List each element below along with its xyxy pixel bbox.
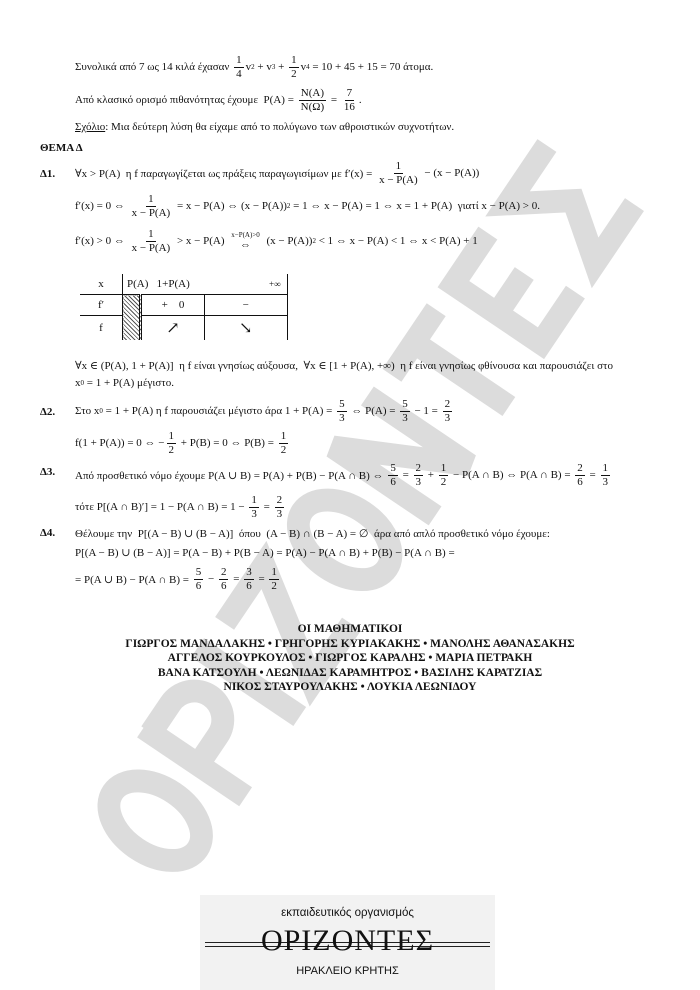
complement-line bbox=[75, 494, 286, 520]
fraction bbox=[289, 54, 299, 80]
denominator: 2 bbox=[280, 443, 287, 456]
fraction bbox=[275, 494, 285, 520]
fraction bbox=[377, 160, 420, 186]
decreasing-arrow-icon: ↘ bbox=[205, 316, 288, 341]
denominator: 3 bbox=[276, 507, 283, 520]
total-line bbox=[75, 54, 433, 80]
text-segment: = 10 + 45 + 15 = 70 άτομα. bbox=[309, 61, 434, 74]
maximum-line bbox=[75, 377, 174, 389]
text-segment: < 1 ⇔ x − P(A) < 1 ⇔ x < P(A) + 1 bbox=[315, 235, 478, 248]
superscript: 2 bbox=[312, 237, 316, 246]
authors-row: ΑΓΓΕΛΟΣ ΚΟΥΡΚΟΥΛΟΣ • ΓΙΩΡΓΟΣ ΚΑΡΑΛΗΣ • ΜΑΡΙΑ ΠΕΤΡΑΚΗ bbox=[167, 652, 533, 664]
d4-label: Δ4. bbox=[40, 527, 56, 539]
text-segment: = P(A ∪ B) − P(A ∩ B) = bbox=[75, 573, 192, 586]
fraction bbox=[167, 430, 177, 456]
text-segment: f′(x) > 0 ⇔ bbox=[75, 235, 128, 248]
d2-line bbox=[75, 398, 454, 424]
fraction bbox=[269, 566, 279, 592]
text-segment: = 1 + P(A) μέγιστο. bbox=[84, 377, 174, 389]
denominator: 6 bbox=[390, 475, 396, 488]
numerator: 2 bbox=[220, 566, 227, 578]
numerator: 1 bbox=[251, 494, 257, 506]
fraction bbox=[194, 566, 204, 592]
fprime-label: f′ bbox=[97, 299, 105, 311]
text-segment: − (x − P(A)) bbox=[421, 167, 480, 180]
numerator: 1 bbox=[236, 54, 242, 66]
numerator: 1 bbox=[395, 160, 402, 172]
text-segment: τότε P[(A ∩ B)′] = 1 − P(A ∩ B) = 1 − bbox=[75, 501, 248, 514]
text-segment: f′(x) = 0 ⇔ bbox=[75, 200, 128, 213]
plus-sign: + bbox=[161, 299, 168, 311]
fraction bbox=[443, 398, 453, 424]
numerator: 2 bbox=[444, 398, 451, 410]
denominator: 6 bbox=[220, 579, 227, 592]
text-segment: ∀x > P(A) η f παραγωγίζεται ως πράξεις παραγωγισίμων με f′(x) = bbox=[75, 167, 376, 180]
fraction bbox=[439, 462, 449, 488]
text-segment: = bbox=[230, 573, 243, 586]
derivative-zero-line bbox=[75, 193, 540, 219]
x-label: x bbox=[98, 278, 104, 290]
comment-line bbox=[75, 121, 454, 133]
logo-subtitle: εκπαιδευτικός οργανισμός bbox=[281, 907, 414, 919]
text-segment: : Μια δεύτερη λύση θα είχαμε από το πολύγωνο των αθροιστικών συχνοτήτων. bbox=[105, 121, 455, 133]
text-segment: v bbox=[300, 61, 307, 74]
text-segment: + v bbox=[254, 61, 272, 74]
denominator: 16 bbox=[343, 100, 355, 113]
denominator: 2 bbox=[440, 475, 447, 488]
denominator: ⇔ bbox=[240, 238, 251, 251]
d1-line bbox=[75, 160, 479, 186]
text-segment: = bbox=[399, 469, 412, 482]
text-segment: = 1 ⇔ x − P(A) = 1 ⇔ x = 1 + P(A) γιατί x − P(A) > 0. bbox=[290, 200, 540, 213]
denominator: 6 bbox=[246, 579, 252, 592]
text-segment: + bbox=[425, 469, 437, 482]
text-segment: (x − P(A)) bbox=[263, 235, 313, 248]
subscript: 0 bbox=[80, 379, 84, 387]
authors-row: ΒΑΝΑ ΚΑΤΣΟΥΛΗ • ΛΕΩΝΙΔΑΣ ΚΑΡΑΜΗΤΡΟΣ • ΒΑΣΙΛΗΣ ΚΑΡΑΤΖΙΑΣ bbox=[157, 666, 543, 679]
fraction bbox=[229, 231, 262, 252]
logo-location: ΗΡΑΚΛΕΙΟ ΚΡΗΤΗΣ bbox=[296, 965, 399, 977]
numerator: 5 bbox=[402, 398, 408, 410]
numerator: 7 bbox=[346, 87, 353, 99]
numerator: 2 bbox=[415, 462, 422, 474]
text-segment: ∀x ∈ (P(A), 1 + P(A)] η f είναι γνησίως αύξουσα, ∀x ∈ [1 + P(A), +∞) η f είναι γνησίως φθίνουσα και παρουσιάζει στο bbox=[75, 360, 613, 372]
denominator: 2 bbox=[168, 443, 174, 456]
fraction bbox=[601, 462, 611, 488]
denominator: 6 bbox=[195, 579, 202, 592]
subscript: 2 bbox=[251, 63, 255, 72]
text-segment: Θέλουμε την P[(A − B) ∪ (B − A)] όπου (A − B) ∩ (B − A) = ∅ άρα από απλό προσθετικό νόμο έχουμε: bbox=[75, 528, 550, 540]
authors-title: ΟΙ ΜΑΘΗΜΑΤΙΚΟΙ bbox=[297, 623, 403, 635]
text-segment: x bbox=[75, 377, 81, 389]
text-segment: Στο x bbox=[75, 405, 100, 418]
text-segment: P[(A − B) ∪ (B − A)] = P(A − B) + P(B − A) = P(A) − P(A ∩ B) + P(B) − P(A ∩ B) = bbox=[75, 547, 455, 559]
minus-sign: − bbox=[205, 295, 288, 316]
fraction bbox=[575, 462, 585, 488]
fraction bbox=[337, 398, 347, 424]
text-segment: − P(A ∩ B) ⇔ P(A ∩ B) = bbox=[450, 469, 574, 482]
fraction bbox=[219, 566, 229, 592]
subscript: 3 bbox=[271, 63, 276, 72]
fraction bbox=[414, 462, 424, 488]
denominator: 3 bbox=[251, 507, 257, 520]
text-segment: = bbox=[255, 573, 268, 586]
text-segment: + bbox=[275, 61, 288, 74]
text-segment: . bbox=[358, 94, 362, 107]
denominator: 4 bbox=[236, 67, 242, 80]
denominator: 2 bbox=[291, 67, 297, 80]
denominator: N(Ω) bbox=[300, 100, 325, 113]
numerator: 1 bbox=[148, 228, 154, 240]
text-segment: > x − P(A) bbox=[174, 235, 228, 248]
denominator: x − P(A) bbox=[131, 206, 171, 219]
1pa-label: 1+P(A) bbox=[156, 278, 190, 290]
text-segment: = bbox=[586, 469, 599, 482]
numerator: 1 bbox=[280, 430, 287, 442]
text-segment: = 1 + P(A) η f παρουσιάζει μέγιστο άρα 1 + P(A) = bbox=[102, 405, 336, 418]
organization-logo bbox=[200, 895, 495, 990]
denominator: 6 bbox=[577, 475, 583, 488]
fraction bbox=[400, 398, 410, 424]
d3-label: Δ3. bbox=[40, 466, 56, 478]
infinity-label: +∞ bbox=[205, 274, 288, 295]
denominator: 3 bbox=[415, 475, 422, 488]
fraction bbox=[130, 228, 173, 254]
subscript: 0 bbox=[99, 407, 103, 416]
numerator: N(A) bbox=[300, 87, 324, 99]
numerator: 1 bbox=[602, 462, 608, 474]
numerator: 3 bbox=[246, 566, 252, 578]
numerator: 2 bbox=[577, 462, 583, 474]
authors-row: ΓΙΩΡΓΟΣ ΜΑΝΔΑΛΑΚΗΣ • ΓΡΗΓΟΡΗΣ ΚΥΡΙΑΚΑΚΗΣ • ΜΑΝΟΛΗΣ ΑΘΑΝΑΣΑΚΗΣ bbox=[125, 637, 575, 650]
fraction bbox=[234, 54, 244, 80]
text-segment: − 1 = bbox=[411, 405, 441, 418]
numerator: 1 bbox=[148, 193, 154, 205]
text-segment: + P(B) = 0 ⇔ P(B) = bbox=[178, 437, 277, 450]
denominator: 3 bbox=[402, 411, 408, 424]
denominator: 3 bbox=[602, 475, 608, 488]
text-segment: Από κλασικό ορισμό πιθανότητας έχουμε P(A) = bbox=[75, 94, 297, 107]
d4-result-line bbox=[75, 566, 281, 592]
derivative-positive-line bbox=[75, 228, 478, 254]
denominator: x − P(A) bbox=[379, 173, 418, 186]
d4-expansion-line bbox=[75, 546, 455, 559]
fraction bbox=[279, 430, 289, 456]
fraction bbox=[244, 566, 254, 592]
subscript: 4 bbox=[306, 63, 310, 72]
numerator: 2 bbox=[276, 494, 283, 506]
monotonicity-line bbox=[75, 359, 613, 372]
fraction bbox=[130, 193, 173, 219]
numerator: 5 bbox=[195, 566, 202, 578]
numerator: 1 bbox=[168, 430, 174, 442]
variation-table bbox=[80, 274, 288, 340]
numerator: 1 bbox=[271, 566, 277, 578]
watermark-letter bbox=[94, 764, 216, 877]
increasing-arrow-icon: ↗ bbox=[141, 316, 205, 341]
undefined-region bbox=[123, 295, 141, 341]
numerator: x−P(A)>0 bbox=[231, 230, 260, 239]
text-segment: ⇔ P(A) = bbox=[348, 405, 399, 418]
text-segment: f(1 + P(A)) = 0 ⇔ − bbox=[75, 437, 165, 450]
probability-line bbox=[75, 87, 362, 113]
pa-label: P(A) bbox=[127, 278, 149, 290]
fprime-sign-cell bbox=[141, 295, 205, 316]
d3-line bbox=[75, 462, 612, 488]
authors-block bbox=[0, 622, 700, 695]
fraction bbox=[342, 87, 357, 113]
d4-line bbox=[75, 527, 550, 540]
text-segment: − bbox=[205, 573, 217, 586]
pb-line bbox=[75, 430, 290, 456]
denominator: 3 bbox=[339, 411, 345, 424]
numerator: 5 bbox=[390, 462, 396, 474]
fraction bbox=[249, 494, 259, 520]
text-segment: = x − P(A) ⇔ (x − P(A)) bbox=[174, 200, 287, 213]
fraction bbox=[388, 462, 398, 488]
x-value-pa bbox=[123, 274, 205, 295]
numerator: 1 bbox=[440, 462, 447, 474]
f-label: f bbox=[99, 322, 103, 334]
fraction bbox=[299, 87, 326, 113]
numerator: 5 bbox=[339, 398, 345, 410]
text-segment: Συνολικά από 7 ως 14 κιλά έχασαν bbox=[75, 61, 233, 74]
text-segment: v bbox=[245, 61, 252, 74]
section-title: ΘΕΜΑ Δ bbox=[40, 142, 83, 154]
denominator: x − P(A) bbox=[131, 241, 171, 254]
text-segment: = bbox=[328, 94, 340, 107]
logo-name: ΟΡΙΖΟΝΤΕΣ bbox=[260, 924, 435, 957]
d2-label: Δ2. bbox=[40, 406, 56, 418]
superscript: 2 bbox=[286, 202, 291, 211]
denominator: 2 bbox=[271, 579, 277, 592]
underlined-label: Σχόλιο bbox=[75, 121, 106, 133]
text-segment: Από προσθετικό νόμο έχουμε P(A ∪ B) = P(A) + P(B) − P(A ∩ B) ⇔ bbox=[75, 469, 387, 482]
d1-label: Δ1. bbox=[40, 168, 56, 180]
denominator: 3 bbox=[444, 411, 451, 424]
text-segment: = bbox=[260, 501, 273, 514]
authors-row: ΝΙΚΟΣ ΣΤΑΥΡΟΥΛΑΚΗΣ • ΛΟΥΚΙΑ ΛΕΩΝΙΔΟΥ bbox=[223, 681, 477, 693]
zero-mark: 0 bbox=[178, 299, 185, 311]
numerator: 1 bbox=[291, 54, 297, 66]
